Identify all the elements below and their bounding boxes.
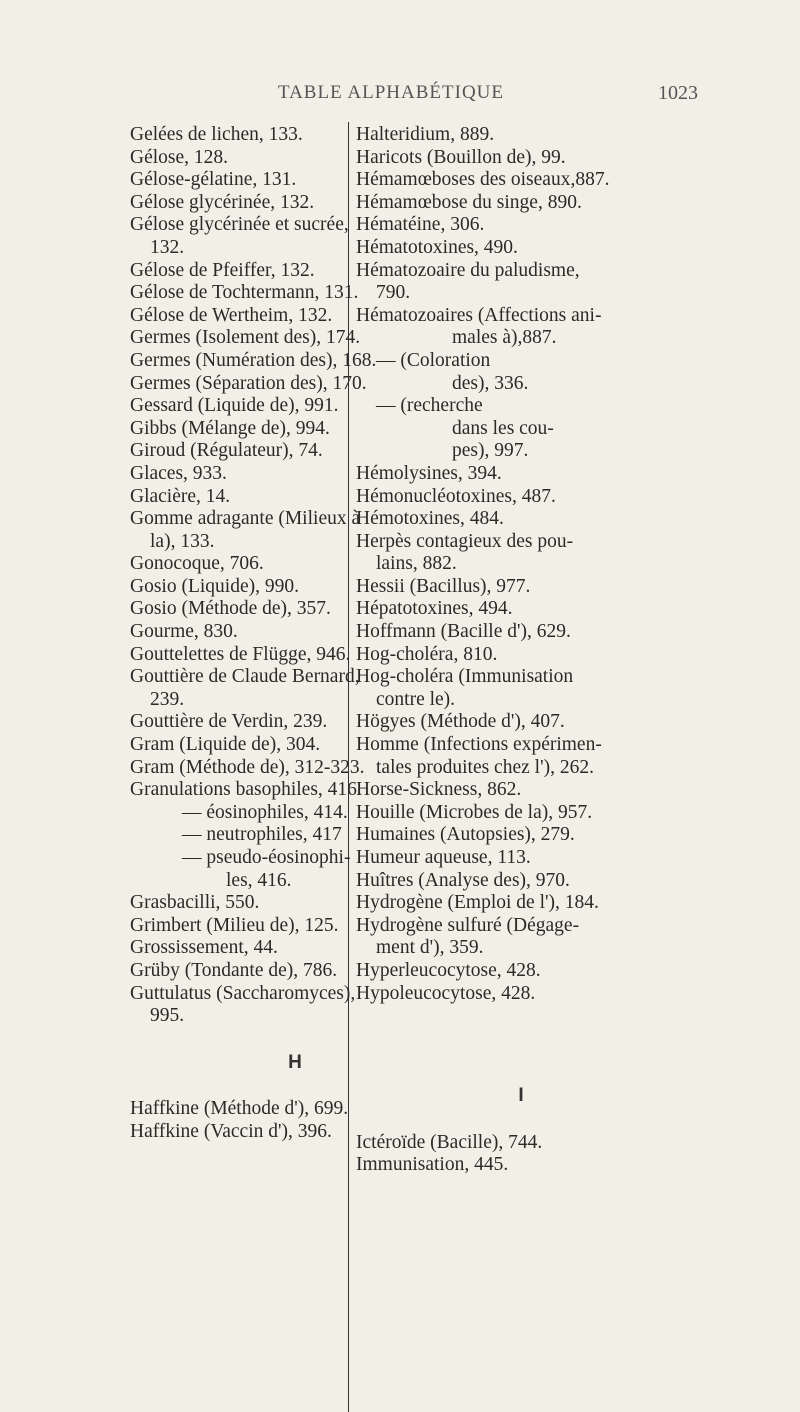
index-entry: Humeur aqueuse, 113. [356, 847, 531, 868]
index-entry: Gourme, 830. [130, 621, 238, 643]
index-entry-continuation: pes), 997. [452, 440, 529, 462]
index-entry-continuation: 995. [150, 1005, 185, 1027]
index-entry: Gélose de Wertheim, 132. [130, 304, 333, 326]
index-entry: Gram (Liquide de), 304. [130, 734, 321, 756]
index-entry: Gram (Méthode de), 312-323. [130, 756, 365, 778]
index-entry: Herpès contagieux des pou- [356, 530, 574, 552]
index-entry: Hydrogène (Emploi de l'), 184. [356, 892, 599, 914]
index-subentry: — (recherche [376, 395, 483, 417]
index-entry-continuation: contre le). [376, 688, 456, 710]
index-entry: Hématozoaire du paludisme, [356, 259, 580, 281]
index-entry: Glacière, 14. [130, 485, 231, 507]
index-entry: Germes (Numération des), 168. [130, 349, 377, 371]
index-entry-continuation: 790. [376, 282, 411, 304]
index-entry: Hog-choléra (Immunisation [356, 666, 574, 688]
index-entry: Hématotoxines, 490. [356, 236, 518, 258]
index-entry: Gibbs (Mélange de), 994. [130, 417, 330, 439]
index-entry: Grimbert (Milieu de), 125. [130, 914, 339, 936]
index-entry: Gélose glycérinée, 132. [130, 191, 315, 213]
index-entry: Gouttière de Verdin, 239. [130, 711, 328, 733]
index-entry: Hépatotoxines, 494. [356, 598, 513, 620]
index-entry: Homme (Infections expérimen- [356, 734, 602, 756]
index-entry: Grasbacilli, 550. [130, 892, 260, 914]
index-entry: Hydrogène sulfuré (Dégage- [356, 914, 580, 936]
running-title: TABLE ALPHABÉTIQUE [278, 82, 504, 103]
index-entry: Hyperleucocytose, 428. [356, 959, 541, 981]
index-entry: Gomme adragante (Milieux à [130, 508, 361, 530]
index-entry: Hessii (Bacillus), 977. [356, 575, 531, 597]
right-column [356, 124, 686, 1177]
index-entry: Houille (Microbes de la), 957. [356, 801, 593, 823]
index-entry: Horse-Sickness, 862. [356, 779, 522, 801]
index-entry-continuation: ment d'), 359. [376, 937, 484, 959]
index-subentry: — (Coloration [376, 349, 491, 371]
index-subentry: — neutrophiles, 417 [182, 824, 342, 846]
index-entry: Gélose-gélatine, 131. [130, 169, 297, 191]
index-entry: Hémolysines, 394. [356, 462, 502, 484]
index-entry: Haricots (Bouillon de), 99. [356, 146, 566, 168]
index-entry-continuation: les, 416. [226, 869, 292, 891]
index-entry: Giroud (Régulateur), 74. [130, 440, 323, 462]
index-entry: Huîtres (Analyse des), 970. [356, 869, 570, 891]
index-entry: Hémamœboses des oiseaux,887. [356, 169, 610, 191]
index-entry: Gouttière de Claude Bernard, [130, 666, 360, 688]
index-entry: Gélose de Pfeiffer, 132. [130, 259, 315, 281]
index-entry: Haffkine (Méthode d'), 699. [130, 1098, 349, 1120]
index-entry: Hémamœbose du singe, 890. [356, 191, 582, 213]
index-entry: Humaines (Autopsies), 279. [356, 824, 575, 846]
index-entry: Haffkine (Vaccin d'), 396. [130, 1120, 332, 1142]
index-entry-continuation: 132. [150, 236, 185, 258]
page-header [0, 82, 800, 112]
index-entry: Ictéroïde (Bacille), 744. [356, 1131, 543, 1153]
index-entry: Gélose de Tochtermann, 131. [130, 282, 359, 304]
index-entry: Hématozoaires (Affections ani- [356, 304, 602, 326]
index-entry: Gessard (Liquide de), 991. [130, 395, 339, 417]
index-entry: Hog-choléra, 810. [356, 643, 498, 665]
index-entry: Gosio (Liquide), 990. [130, 575, 299, 597]
index-entry: Gouttelettes de Flügge, 946. [130, 643, 351, 665]
index-entry: Hémonucléotoxines, 487. [356, 485, 556, 507]
index-entry: Högyes (Méthode d'), 407. [356, 711, 565, 733]
index-entry-continuation: lains, 882. [376, 553, 457, 575]
index-entry: Grüby (Tondante de), 786. [130, 959, 338, 981]
index-entry: Gosio (Méthode de), 357. [130, 598, 331, 620]
index-entry: Gelées de lichen, 133. [130, 124, 303, 145]
index-entry: Germes (Séparation des), 170. [130, 372, 367, 394]
index-entry-continuation: la), 133. [150, 530, 215, 552]
index-entry: Hémotoxines, 484. [356, 508, 504, 530]
index-entry-continuation: dans les cou- [452, 417, 554, 439]
index-entry: Gonocoque, 706. [130, 553, 264, 575]
page-number: 1023 [658, 82, 698, 104]
index-subentry: — éosinophiles, 414. [182, 801, 348, 823]
section-letter-i: I [518, 1085, 524, 1107]
section-letter-h: H [288, 1051, 302, 1073]
index-entry: Hématéine, 306. [356, 214, 485, 236]
index-entry-continuation: des), 336. [452, 372, 529, 394]
index-entry-continuation: tales produites chez l'), 262. [376, 756, 594, 778]
index-entry: Halteridium, 889. [356, 124, 495, 145]
index-entry: Glaces, 933. [130, 462, 227, 484]
index-entry: Germes (Isolement des), 174. [130, 327, 361, 349]
index-entry: Immunisation, 445. [356, 1154, 509, 1176]
index-subentry: — pseudo-éosinophi- [182, 847, 351, 868]
index-entry-continuation: males à),887. [452, 327, 557, 349]
index-entry: Grossissement, 44. [130, 937, 278, 959]
index-entry: Gélose, 128. [130, 146, 229, 168]
index-entry-continuation: 239. [150, 688, 185, 710]
index-entry: Hoffmann (Bacille d'), 629. [356, 621, 571, 643]
index-entry: Hypoleucocytose, 428. [356, 982, 536, 1004]
index-entry: Gélose glycérinée et sucrée, [130, 214, 349, 236]
index-entry: Guttulatus (Saccharomyces), [130, 982, 356, 1004]
index-entry: Granulations basophiles, 416. [130, 779, 362, 801]
